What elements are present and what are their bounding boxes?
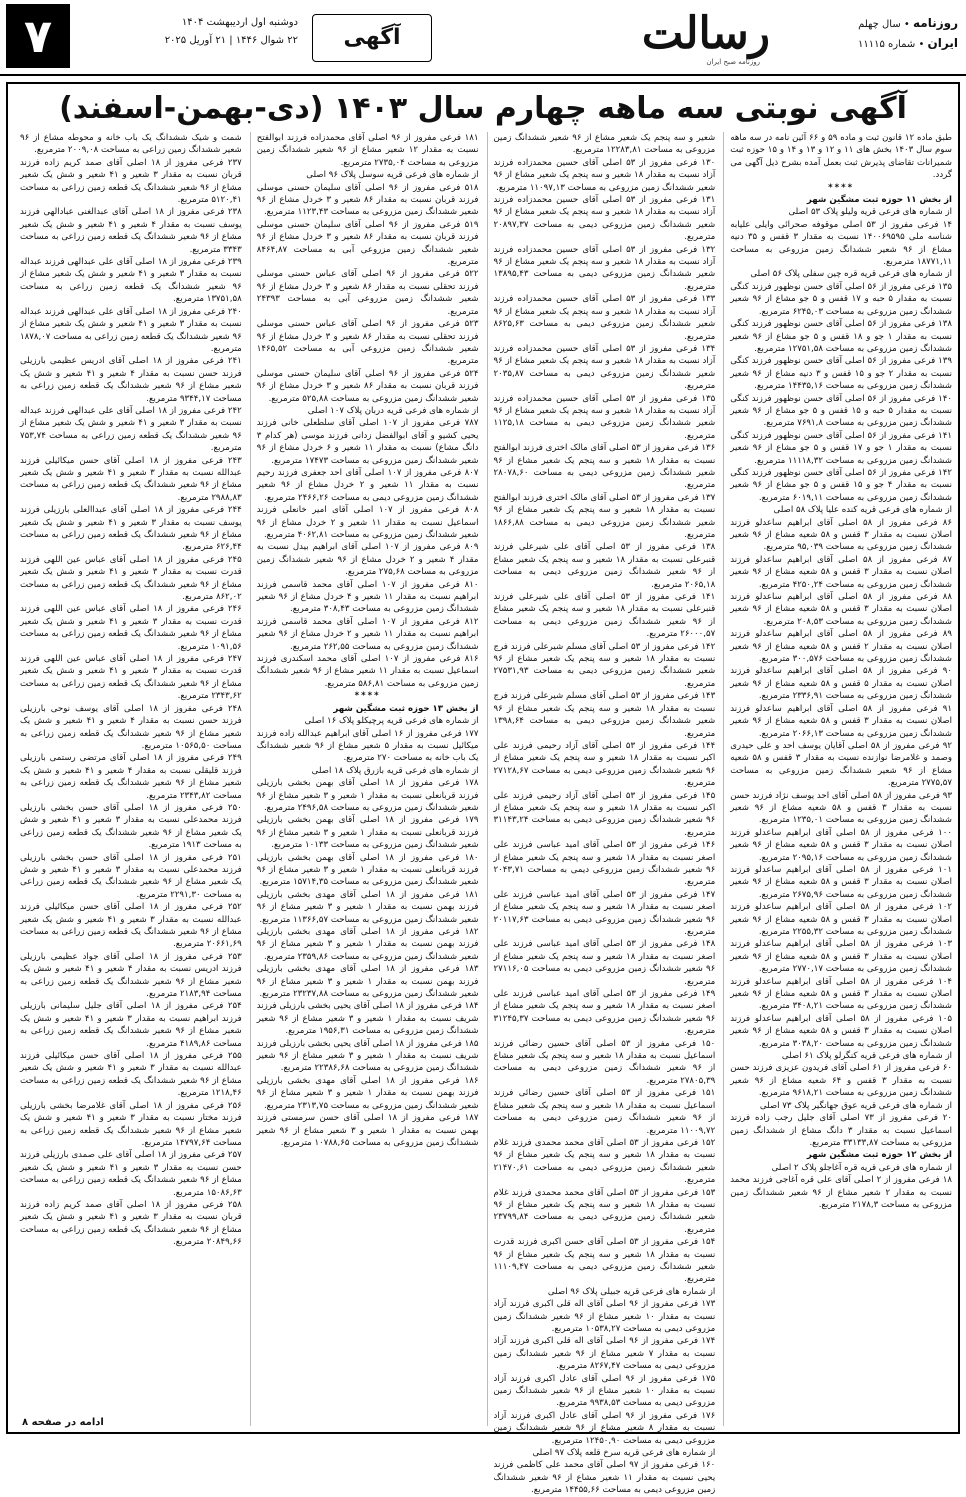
notice-entry: ۱۰۴ فرعی مفروز از ۵۸ اصلی آقای ابراهیم ساعدلو فرزند اصلان نسبت به مقدار ۳ قفس و ۵۸ شعیه مشاع از ۹۶ شعیر ششدانگ زمین مزروعی به مساحت ۳۴۰۸,۲۱ مترمربع.	[730, 976, 953, 1012]
section-heading: از بخش ۱۳ حوزه ثبت مشگین شهر	[333, 703, 479, 714]
notice-entry: ۱۴۷ فرعی مفروز از ۵۳ اصلی آقای امید عباسی فرزند علی اصغر نسبت به مقدار ۱۸ شعیر و سه پنجم یک شعیر مشاع از ۹۶ شعیر ششدانگ زمین مزروعی دیمی به مساحت ۲۰۱۱۷,۶۳ مترمربع.	[493, 889, 716, 937]
notice-entry: ۲۴۷ فرعی مفروز از ۱۸ اصلی آقای عباس عین اللهی فرزند قدرت نسبت به مقدار ۳ شعیر و ۴۱ شعیر و شش یک شعیر مشاع از ۹۶ شعیر ششدانگ یک قطعه زمین زراعی به مساحت ۲۳۴۳,۶۲ مترمربع.	[20, 654, 242, 702]
notice-entry: ۸۶ فرعی مفروز از ۵۸ اصلی آقای ابراهیم ساعدلو فرزند اصلان نسبت به مقدار ۳ قفس و ۵۸ شعیه مشاع از ۹۶ شعیر ششدانگ زمین مزروعی به مساحت ۹۵,۰۳۹ مترمربع.	[730, 517, 953, 553]
notice-entry: ۱۸۱ فرعی مفروز از ۹۶ اصلی آقای محمدزاده فرزند ابوالفتح نسبت به مقدار ۱۲ شعیر مشاع از ۹۶ شعیر ششدانگ زمین مزروعی به مساحت ۲۷۳۵,۰۴ مترمربع.	[256, 133, 479, 168]
notice-entry: ۱۳۶ فرعی مفروز از ۵۳ اصلی آقای مالک اختری فرزند ابوالفتح نسبت به مقدار ۱۸ شعیر و سه پنجم یک شعیر مشاع از ۹۶ شعیر ششدانگ زمین مزروعی دیمی به مساحت ۲۸۰۷۸,۶۰ مترمربع.	[493, 443, 716, 491]
notice-entry: ۱۳۴ فرعی مفروز از ۵۳ اصلی آقای حسین محمدزاده فرزند آزاد نسبت به مقدار ۱۸ شعیر و سه پنجم یک شعیر مشاع از ۹۶ شعیر ششدانگ زمین مزروعی دیمی به مساحت ۲۰۳۵,۸۷ مترمربع.	[493, 343, 716, 392]
notice-entry: ۱۸۵ فرعی مفروز از ۱۸ اصلی آقای یحیی بخشی بارزیلی فرزند شریف نسبت به مقدار ۱ شعیر و ۳ شعیر مشاع از ۹۶ شعیر ششدانگ زمین مزروعی به مساحت ۲۲۳۸۶,۶۸ مترمربع.	[256, 1038, 479, 1074]
notice-entry: ۱۶۰ فرعی مفروز از ۹۷ اصلی آقای محمد علی کاظمی فرزند یحیی نسبت به مقدار ۱۱ شعیر مشاع از ۹۶ شعیر ششدانگ زمین مزروعی دیمی به مساحت ۱۴۴۵۵,۶۶ مترمربع.	[493, 1460, 716, 1496]
notice-entry: ۸۷ فرعی مفروز از ۵۸ اصلی آقای ابراهیم ساعدلو فرزند اصلان نسبت به مقدار ۳ قفس و ۵۸ شعیه مشاع از ۹۶ شعیر ششدانگ زمین مزروعی به مساحت ۴۲۵۰,۲۴ مترمربع.	[730, 554, 953, 590]
notice-entry: ۵۱۹ فرعی مفروز از ۹۶ اصلی آقای سلیمان حسنی موسلی فرزند قربان نسبت به مقدار ۸۶ شعیر و ۳ خردل مشاع از ۹۶ شعیر ششدانگ زمین مزروعی آبی به مساحت ۸۴۶۴,۸۷ مترمربع.	[256, 219, 479, 268]
notice-entry: از شماره های فرعی قریه کنده علیا پلاک ۵۸ اصلی	[773, 505, 952, 516]
notice-entry: ۲۰ فرعی مفروز از ۷۳ اصلی آقای جلیل رجب زاده فرزند اسماعیل نسبت به مقدار ۳ دانگ مشاع از ششدانگ زمین مزروعی به مساحت ۳۳۱۳۳,۸۷ مترمربع.	[730, 1113, 953, 1148]
notice-entry: ۸۰۸ فرعی مفروز از ۱۰۷ اصلی آقای امیر خانعلی فرزند اسماعیل نسبت به مقدار ۱۱ شعیر و ۲ خردل مشاع از ۹۶ شعیر ششدانگ زمین مزروعی به مساحت ۴۰۶۲,۸۱ مترمربع.	[256, 505, 479, 540]
brand-label: روزنامه	[913, 16, 958, 30]
date-persian: دوشنبه اول اردیبهشت ۱۴۰۴	[181, 17, 298, 28]
notice-entry: ۲۵۸ فرعی مفروز از ۱۸ اصلی آقای صمد کریم زاده فرزند قربان نسبت به مقدار ۳ شعیر و ۴۱ شعیر و شش یک شعیر مشاع از ۹۶ شعیر ششدانگ یک قطعه زمین زراعی به مساحت ۲۰۸۴۹,۶۶ مترمربع.	[20, 1199, 242, 1248]
notice-entry: از شماره های فرعی قریه عوق جهانگیر پلاک ۷۳ اصلی	[759, 1100, 952, 1111]
notice-entry: ۲۴۶ فرعی مفروز از ۱۸ اصلی آقای عباس عین اللهی فرزند قدرت نسبت به مقدار ۳ شعیر و ۴۱ شعیر و شش یک شعیر مشاع از ۹۶ شعیر ششدانگ یک قطعه زمین زراعی به مساحت ۱۰۹۱,۵۶ مترمربع.	[20, 604, 242, 652]
notice-entry: ۹۱ فرعی مفروز از ۵۸ اصلی آقای ابراهیم ساعدلو فرزند اصلان نسبت به مقدار ۳ قفس و ۵۸ شعیه مشاع از ۹۶ شعیر ششدانگ زمین مزروعی به مساحت ۲۰۶۶,۱۳ مترمربع.	[730, 703, 953, 739]
notice-entry: از شماره های فرعی قریه دربان پلاک ۱۰۷ اصلی	[307, 405, 479, 416]
notice-entry: ۱۷۷ فرعی مفروز از ۱۶ اصلی آقای ابراهیم عبدالله زاده فرزند میکائیل نسبت به مقدار ۵ شعیر مشاع از ۹۶ شعیر ششدانگ یک باب خانه به مساحت ۲۷۰ مترمربع.	[256, 728, 479, 764]
notice-entry: ۷۸۷ فرعی مفروز از ۱۰۷ اصلی آقای سلطعلی خانی فرزند یحیی کشیو و آقای ابوالفضل زدانی فرزند موسی (هر کدام ۳ دانگ مشاع) نسبت به مقدار ۱۱ شعیر و ۶ خردل مشاع از ۹۶ شعیر ششدانگ زمین مزروعی به مساحت ۱۷۴۷۳ مترمربع.	[256, 418, 479, 466]
notice-entry: ۸۸ فرعی مفروز از ۵۸ اصلی آقای ابراهیم ساعدلو فرزند اصلان نسبت به مقدار ۳ قفس و ۵۸ شعیه مشاع از ۹۶ شعیر ششدانگ زمین مزروعی به مساحت ۲۰۸,۵۳ مترمربع.	[730, 592, 953, 627]
section-heading: از بخش ۱۱ حوزه ثبت مشگین شهر	[806, 195, 952, 206]
notice-entry: ۱۵۱ فرعی مفروز از ۵۳ اصلی آقای حسین رضائی فرزند اسماعیل نسبت به مقدار ۱۸ شعیر و سه پنجم یک شعیر مشاع از ۹۶ شعیر ششدانگ زمین مزروعی دیمی به مساحت ۱۱۰۰۹,۷۲ مترمربع.	[493, 1088, 716, 1136]
notice-entry: ۱۳۳ فرعی مفروز از ۵۳ اصلی آقای حسین محمدزاده فرزند آزاد نسبت به مقدار ۱۸ شعیر و سه پنجم یک شعیر مشاع از ۹۶ شعیر ششدانگ زمین مزروعی دیمی به مساحت ۸۶۲۵,۶۳ مترمربع.	[493, 294, 716, 342]
notice-entry: ۱۳۸ فرعی مفروز از ۵۳ اصلی آقای علی شیرعلی فرزند قنبرعلی نسبت به مقدار ۱۸ شعیر و سه پنجم یک شعیر مشاع از ۹۶ شعیر ششدانگ زمین مزروعی دیمی به مساحت ۲۰۶۵,۱۸ مترمربع.	[493, 542, 716, 590]
notice-column-1	[723, 132, 952, 1426]
notice-title: آگهی نوبتی سه ماهه چهارم سال ۱۴۰۳ (دی-بهمن-اسفند)	[59, 91, 907, 126]
notice-entry: ۲۵۳ فرعی مفروز از ۱۸ اصلی آقای جواد عظیمی بارزیلی فرزند ادریس نسبت به مقدار ۴ شعیر و ۴۱ شعیر و شش یک شعیر مشاع از ۹۶ شعیر ششدانگ یک قطعه زمین زراعی به مساحت ۲۱۸۳,۹۴ مترمربع.	[20, 951, 242, 1000]
notice-entry: ۱۸۴ فرعی مفروز از ۱۸ اصلی آقای یحیی بخشی بارزیلی فرزند شریف نسبت به مقدار ۱ شعیر و ۳ شعیر مشاع از ۹۶ شعیر ششدانگ زمین مزروعی به مساحت ۱۹۵۶,۳۱ مترمربع.	[256, 1001, 479, 1037]
notice-entry: ۲۴۹ فرعی مفروز از ۱۸ اصلی آقای مرتضی رستمی بارزیلی فرزند قلیقلی نسبت به مقدار ۴ شعیر و ۴۱ شعیر و شش یک شعیر مشاع از ۹۶ شعیر ششدانگ یک قطعه زمین زراعی به مساحت ۲۳۴۳,۸۲ مترمربع.	[20, 753, 242, 801]
notice-entry: ۱۸۲ فرعی مفروز از ۱۸ اصلی آقای مهدی بخشی بارزیلی فرزند بهمن نسبت به مقدار ۱ شعیر و ۳ شعیر مشاع از ۹۶ شعیر ششدانگ زمین مزروعی به مساحت ۲۳۵۹,۸۶ مترمربع.	[256, 927, 479, 962]
section-label: آگهی	[312, 14, 432, 62]
page-number: ۷	[6, 4, 70, 68]
notice-entry: ۹۳ فرعی مفروز از ۵۸ اصلی آقای احد یوسف نژاد فرزند حسن نسبت به مقدار ۳ قفس و ۵۸ شعیه مشاع از ۹۶ شعیر ششدانگ زمین مزروعی به مساحت ۱۲۳۵,۰۱ مترمربع.	[730, 790, 952, 826]
notice-entry: ۱۴۴ فرعی مفروز از ۵۳ اصلی آقای آزاد رحیمی فرزند علی اکبر نسبت به مقدار ۱۸ شعیر و سه پنجم یک شعیر مشاع از ۹۶ شعیر ششدانگ زمین مزروعی دیمی به مساحت ۲۷۱۲۸,۶۷ مترمربع.	[493, 740, 716, 789]
notice-column-3	[250, 132, 479, 1426]
notice-frame	[6, 82, 960, 1496]
notice-entry: ۲۴۱ فرعی مفروز از ۱۸ اصلی آقای ادریس عظیمی بارزیلی فرزند حسن نسبت به مقدار ۴ شعیر و ۴۱ شعیر و شش یک شعیر مشاع از ۹۶ شعیر ششدانگ یک قطعه زمین زراعی به مساحت ۹۳۴۴,۱۷ مترمربع.	[20, 356, 242, 404]
notice-entry: شعیر و سه پنجم یک شعیر مشاع از ۹۶ شعیر ششدانگ زمین مزروعی به مساحت ۱۲۲۸۳,۸۱ مترمربع.	[493, 133, 716, 156]
notice-entry: ۲۴۲ فرعی مفروز از ۱۸ اصلی آقای علی عبدالهی فرزند عبداله نسبت به مقدار ۳ شعیر و ۴۱ شعیر و شش یک شعیر مشاع از ۹۶ شعیر ششدانگ یک قطعه زمین زراعی به مساحت ۷۵۳,۷۴ مترمربع.	[20, 405, 242, 454]
notice-entry: از شماره های فرعی قریه قره چین سفلی پلاک ۵۶ اصلی	[750, 269, 952, 280]
notice-entry: ۱۸ فرعی مفروز از ۲ اصلی آقای علی قره آغاجی فرزند محمد نسبت به مقدار ۲ شعیر مشاع از ۹۶ شعیر ششدانگ زمین مزروعی به مساحت ۲۱۷۸,۳ مترمربع.	[730, 1175, 952, 1210]
notice-entry: ۲۴۵ فرعی مفروز از ۱۸ اصلی آقای عباس عین اللهی فرزند قدرت نسبت به مقدار ۳ شعیر و ۴۱ شعیر و شش یک شعیر مشاع از ۹۶ شعیر ششدانگ یک قطعه زمین زراعی به مساحت ۸۶۲,۰۲ مترمربع.	[20, 554, 242, 603]
notice-entry: ۱۵۴ فرعی مفروز از ۵۳ اصلی آقای حسن اکبری فرزند قدرت نسبت به مقدار ۱۸ شعیر و سه پنجم یک شعیر مشاع از ۹۶ شعیر ششدانگ زمین مزروعی دیمی به مساحت ۱۱۱۰۹,۴۷ مترمربع.	[493, 1237, 716, 1285]
notice-entry: ۲۵۵ فرعی مفروز از ۱۸ اصلی آقای حسن میکائیلی فرزند عبدالله نسبت به مقدار ۳ شعیر و ۴۱ شعیر و شش یک شعیر مشاع از ۹۶ شعیر ششدانگ یک قطعه زمین زراعی به مساحت ۱۲۱۸,۴۶ مترمربع.	[20, 1051, 242, 1099]
notice-column-2	[487, 132, 716, 1496]
notice-entry: ۱۷۳ فرعی مفروز از ۹۶ اصلی آقای اله قلی اکبری فرزند آزاد نسبت به مقدار ۱۰ شعیر مشاع از ۹۶ شعیر ششدانگ زمین مزروعی دیمی به مساحت ۱۰۵۳۸,۲۷ مترمربع.	[493, 1299, 716, 1334]
notice-entry: ۱۷۸ فرعی مفروز از ۱۸ اصلی آقای بهمن بخشی بارزیلی فرزند قربانعلی نسبت به مقدار ۱ شعیر و ۳ شعیر مشاع از ۹۶ شعیر ششدانگ زمین مزروعی به مساحت ۲۴۹۶,۵۸ مترمربع.	[256, 778, 479, 813]
notice-entry: ۱۰۱ فرعی مفروز از ۵۸ اصلی آقای ابراهیم ساعدلو فرزند اصلان نسبت به مقدار ۳ قفس و ۵۸ شعیه مشاع از ۹۶ شعیر ششدانگ زمین مزروعی به مساحت ۲۶۷۵,۹۶ مترمربع.	[730, 864, 953, 900]
notice-entry: ۱۳۷ فرعی مفروز از ۵۳ اصلی آقای مالک اختری فرزند ابوالفتح نسبت به مقدار ۱۸ شعیر و سه پنجم یک شعیر مشاع از ۹۶ شعیر ششدانگ زمین مزروعی دیمی به مساحت ۱۸۶۶,۸۸ مترمربع.	[493, 492, 716, 540]
notice-entry: ۱۰۰ فرعی مفروز از ۵۸ اصلی آقای ابراهیم ساعدلو فرزند اصلان نسبت به مقدار ۳ قفس و ۵۸ شعیه مشاع از ۹۶ شعیر ششدانگ زمین مزروعی به مساحت ۲۰۹۵,۱۶ مترمربع.	[730, 827, 953, 863]
notice-entry: ۵۲۲ فرعی مفروز از ۹۶ اصلی آقای عباس حسنی موسلی فرزند تحقلی نسبت به مقدار ۸۶ شعیر و ۳ خردل مشاع از ۹۶ شعیر ششدانگ زمین مزروعی آبی به مساحت ۲۴۳۹۳ مترمربع.	[256, 269, 479, 317]
notice-entry: از شماره های فرعی قریه ولیلو پلاک ۵۳ اصلی	[788, 207, 952, 218]
notice-entry: ۲۵۱ فرعی مفروز از ۱۸ اصلی آقای حسن بخشی بارزیلی فرزند محمدعلی نسبت به مقدار ۳ شعیر و ۴۱ شعیر و شش یک شعیر مشاع از ۹۶ شعیر ششدانگ یک قطعه زمین زراعی به مساحت ۲۲۹۱,۳۰ مترمربع.	[20, 852, 242, 900]
notice-entry: از شماره های فرعی قریه جبیلی پلاک ۹۶ اصلی	[547, 1286, 716, 1297]
notice-entry: از شماره های فرعی قریه کنگرلو پلاک ۶۱ اصلی	[781, 1051, 952, 1062]
notice-entry: از شماره های فرعی قریه سوسل پلاک ۹۶ اصلی	[306, 170, 479, 181]
date-block	[78, 14, 298, 50]
notice-entry: ۲۵۷ فرعی مفروز از ۱۸ اصلی آقای علی صمدی بارزیلی فرزند حسن نسبت به مقدار ۳ شعیر و ۴۱ شعیر و شش یک شعیر مشاع از ۹۶ شعیر ششدانگ یک قطعه زمین زراعی به مساحت ۱۵۰۸۶,۶۳ مترمربع.	[20, 1150, 242, 1198]
notice-entry: ۱۴۶ فرعی مفروز از ۵۳ اصلی آقای امید عباسی فرزند علی اصغر نسبت به مقدار ۱۸ شعیر و سه پنجم یک شعیر مشاع از ۹۶ شعیر ششدانگ زمین مزروعی دیمی به مساحت ۲۰۴۳,۷۱ مترمربع.	[493, 840, 716, 888]
notice-entry: ۱۳۰ فرعی مفروز از ۵۳ اصلی آقای حسین محمدزاده فرزند آزاد نسبت به مقدار ۱۸ شعیر و سه پنجم یک شعیر مشاع از ۹۶ شعیر ششدانگ زمین مزروعی به مساحت ۱۱۰۹۷,۱۳ مترمربع.	[493, 157, 716, 193]
continue-note: ادامه در صفحه ۸	[18, 1417, 108, 1428]
notice-entry: ۱۵۲ فرعی مفروز از ۵۳ اصلی آقای محمد محمدی فرزند غلام نسبت به مقدار ۱۸ شعیر و سه پنجم یک شعیر مشاع از ۹۶ شعیر ششدانگ زمین مزروعی دیمی به مساحت ۲۱۴۷۰,۶۱ مترمربع.	[493, 1137, 716, 1186]
notice-entry: ۱۴۳ فرعی مفروز از ۵۳ اصلی آقای مسلم شیرعلی فرزند فرج نسبت به مقدار ۱۸ شعیر و سه پنجم یک شعیر مشاع از ۹۶ شعیر ششدانگ زمین مزروعی دیمی به مساحت ۱۳۹۸,۶۴ مترمربع.	[493, 691, 716, 739]
newspaper-logo	[600, 8, 770, 66]
issue-meta: روزنامه • سال چهلم ایران • شماره ۱۱۱۱۵	[857, 16, 958, 50]
masthead	[0, 0, 966, 76]
notice-entry: ۲۳۹ فرعی مفروز از ۱۸ اصلی آقای علی عبدالهی فرزند عبداله نسبت به مقدار ۳ شعیر و ۴۱ شعیر و شش یک شعیر مشاع از ۹۶ شعیر ششدانگ یک قطعه زمین زراعی به مساحت ۱۳۷۵۱,۵۸ مترمربع.	[20, 257, 242, 305]
notice-entry: ۱۳۸ فرعی مفروز از ۵۶ اصلی آقای حسن نوظهور فرزند کنگی نسبت به مقدار ۱ جو و ۱۸ قفس و ۵ جو مشاع از ۹۶ شعیر ششدانگ زمین مزروعی به مساحت ۱۲۷۵۱,۵۸ مترمربع.	[730, 319, 952, 354]
notice-entry: ۶۰ فرعی مفروز از ۶۱ اصلی آقای فریدون عزیزی فرزند حسن نسبت به مقدار ۳ قفس و ۶۴ شعیه مشاع از ۹۶ شعیر ششدانگ زمین مزروعی به مساحت ۹۶۱۸,۲۱ مترمربع.	[730, 1063, 952, 1099]
notice-entry: ۱۴۰ فرعی مفروز از ۵۶ اصلی آقای حسن نوظهور فرزند کنگی نسبت به مقدار ۵ حبه و ۱۵ قفس و ۵ جو مشاع از ۹۶ شعیر ششدانگ زمین مزروعی به مساحت ۷۶۹۱,۸ مترمربع.	[730, 393, 952, 429]
notice-entry: ۲۴۰ فرعی مفروز از ۱۸ اصلی آقای علی عبدالهی فرزند عبداله نسبت به مقدار ۳ شعیر و ۴۱ شعیر و شش یک شعیر مشاع از ۹۶ شعیر ششدانگ یک قطعه زمین زراعی به مساحت ۱۸۷۸,۰۷ مترمربع.	[20, 306, 242, 354]
notice-entry: ۱۵۰ فرعی مفروز از ۵۳ اصلی آقای حسین رضائی فرزند اسماعیل نسبت به مقدار ۱۸ شعیر و سه پنجم یک شعیر مشاع از ۹۶ شعیر ششدانگ زمین مزروعی دیمی به مساحت ۲۷۸۰۵,۳۹ مترمربع.	[493, 1038, 716, 1086]
logo-tagline: روزنامه صبح ایران	[706, 58, 760, 66]
notice-entry: ۲۵۴ فرعی مفروز از ۱۸ اصلی آقای جلیل سلیمانی بارزیلی فرزند ابراهیم نسبت به مقدار ۳ شعیر و ۴۱ شعیر و شش یک شعیر مشاع از ۹۶ شعیر ششدانگ یک قطعه زمین زراعی به مساحت ۴۱۸۹,۸۶ مترمربع.	[20, 1001, 242, 1049]
notice-entry: ۸۰۹ فرعی مفروز از ۱۰۷ اصلی آقای ابراهیم بیدل نسبت به مقدار ۴ شعیر و ۲ خردل مشاع از ۹۶ شعیر ششدانگ زمین مزروعی به مساحت ۲۷۵,۶۸ مترمربع.	[256, 542, 479, 578]
notice-entry: ۲۴۸ فرعی مفروز از ۱۸ اصلی آقای یوسف نوحی بارزیلی فرزند حسن نسبت به مقدار ۴ شعیر و ۴۱ شعیر و شش یک شعیر مشاع از ۹۶ شعیر ششدانگ یک قطعه زمین زراعی به مساحت ۱۰۵۶۵,۵۰ مترمربع.	[20, 703, 242, 751]
notice-entry: ۱۸۰ فرعی مفروز از ۱۸ اصلی آقای بهمن بخشی بارزیلی فرزند قربانعلی نسبت به مقدار ۱ شعیر و ۳ شعیر مشاع از ۹۶ شعیر ششدانگ زمین مزروعی به مساحت ۱۵۷۱۴,۳۵ مترمربع.	[256, 852, 479, 888]
notice-entry: ۵۲۳ فرعی مفروز از ۹۶ اصلی آقای عباس حسنی موسلی فرزند تحقلی نسبت به مقدار ۸۶ شعیر و ۳ خردل مشاع از ۹۶ شعیر ششدانگ زمین مزروعی آبی به مساحت ۱۴۶۵,۵۲ مترمربع.	[256, 319, 479, 367]
notice-entry: ۱۴۱ فرعی مفروز از ۵۳ اصلی آقای علی شیرعلی فرزند قنبرعلی نسبت به مقدار ۱۸ شعیر و سه پنجم یک شعیر مشاع از ۹۶ شعیر ششدانگ زمین مزروعی دیمی به مساحت ۲۶۰۰۰,۵۷ مترمربع.	[493, 592, 716, 640]
notice-entry: ۱۸۶ فرعی مفروز از ۱۸ اصلی آقای مهدی بخشی بارزیلی فرزند بهمن نسبت به مقدار ۱ شعیر و ۳ شعیر مشاع از ۹۶ شعیر ششدانگ زمین مزروعی به مساحت ۲۳۱۳,۷۵ مترمربع.	[256, 1075, 479, 1111]
notice-entry: ۱۸۱ فرعی مفروز از ۱۸ اصلی آقای مهدی بخشی بارزیلی فرزند بهمن نسبت به مقدار ۱ شعیر و ۳ شعیر مشاع از ۹۶ شعیر ششدانگ زمین مزروعی به مساحت ۱۱۳۶۶,۵۷ مترمربع.	[256, 889, 479, 925]
notice-entry: ۱۷۴ فرعی مفروز از ۹۶ اصلی آقای اله قلی اکبری فرزند آزاد نسبت به مقدار ۷ شعیر مشاع از ۹۶ شعیر ششدانگ زمین مزروعی دیمی به مساحت ۸۲۶۷,۴۷ مترمربع.	[493, 1336, 716, 1372]
notice-entry: ۲۵۲ فرعی مفروز از ۱۸ اصلی آقای حسن میکائیلی فرزند عبدالله نسبت به مقدار ۳ شعیر و ۴۱ شعیر و شش یک شعیر مشاع از ۹۶ شعیر ششدانگ یک قطعه زمین زراعی به مساحت ۲۰۶۶۱,۶۹ مترمربع.	[20, 902, 242, 950]
notice-entry: از شماره های فرعی قریه بازرق پلاک ۱۸ اصلی	[311, 765, 479, 776]
notice-entry: ۱۰۳ فرعی مفروز از ۵۸ اصلی آقای ابراهیم ساعدلو فرزند اصلان نسبت به مقدار ۳ قفس و ۵۸ شعیه مشاع از ۹۶ شعیر ششدانگ زمین مزروعی به مساحت ۲۷۷۰,۱۷ مترمربع.	[730, 939, 953, 975]
notice-entry: ۱۳۵ فرعی مفروز از ۵۳ اصلی آقای حسین محمدزاده فرزند آزاد نسبت به مقدار ۱۸ شعیر و سه پنجم یک شعیر مشاع از ۹۶ شعیر ششدانگ زمین مزروعی دیمی به مساحت ۱۱۲۵,۱۸ مترمربع.	[493, 393, 716, 441]
notice-entry: ۲۵۶ فرعی مفروز از ۱۸ اصلی آقای غلامرضا بخشی بارزیلی فرزند مختار نسبت به مقدار ۳ شعیر و ۴۱ شعیر و شش یک شعیر مشاع از ۹۶ شعیر ششدانگ یک قطعه زمین زراعی به مساحت ۱۴۷۹۷,۶۴ مترمربع.	[20, 1100, 242, 1148]
notice-entry: ۱۴۸ فرعی مفروز از ۵۳ اصلی آقای امید عباسی فرزند علی اصغر نسبت به مقدار ۱۸ شعیر و سه پنجم یک شعیر مشاع از ۹۶ شعیر ششدانگ زمین مزروعی دیمی به مساحت ۲۷۱۱۶,۰۵ مترمربع.	[493, 939, 716, 987]
notice-entry: ۱۷۶ فرعی مفروز از ۹۶ اصلی آقای عادل اکبری فرزند آزاد نسبت به مقدار ۸ شعیر مشاع از ۹۶ شعیر ششدانگ زمین مزروعی دیمی به مساحت ۱۲۴۵۰,۹۰ مترمربع.	[493, 1410, 716, 1446]
brand-sub: ایران	[927, 36, 958, 50]
notice-entry: ۱۵۳ فرعی مفروز از ۵۳ اصلی آقای محمد محمدی فرزند غلام نسبت به مقدار ۱۸ شعیر و سه پنجم یک شعیر مشاع از ۹۶ شعیر ششدانگ زمین مزروعی دیمی به مساحت ۲۳۷۹۹,۸۴ مترمربع.	[493, 1187, 716, 1235]
notice-entry: ۱۳۱ فرعی مفروز از ۵۳ اصلی آقای حسین محمدزاده فرزند آزاد نسبت به مقدار ۱۸ شعیر و سه پنجم یک شعیر مشاع از ۹۶ شعیر ششدانگ زمین مزروعی دیمی به مساحت ۲۰۸۹۷,۳۷ مترمربع.	[493, 195, 716, 243]
notice-entry: ۱۰۲ فرعی مفروز از ۵۸ اصلی آقای ابراهیم ساعدلو فرزند اصلان نسبت به مقدار ۳ قفس و ۵۸ شعیه مشاع از ۹۶ شعیر ششدانگ زمین مزروعی به مساحت ۲۲۵۵,۳۲ مترمربع.	[730, 902, 953, 937]
notice-entry: ۹۰ فرعی مفروز از ۵۸ اصلی آقای ابراهیم ساعدلو فرزند اصلان نسبت به مقدار ۵ قفس و ۵۸ شعیه مشاع از ۹۶ شعیر ششدانگ زمین مزروعی به مساحت ۲۳۳۶,۹۱ مترمربع.	[730, 666, 953, 702]
notice-columns	[14, 132, 953, 1496]
notice-entry: شمت و شیک ششدانگ یک باب خانه و محوطه مشاع از ۹۶ شعیر ششدانگ زمین زراعی به مساحت ۲۰۰۹,۰۸ مترمربع.	[20, 133, 242, 156]
notice-entry: ۱۳۹ فرعی مفروز از ۵۶ اصلی آقای حسن نوظهور فرزند کنگی نسبت به مقدار ۲ جو و ۱۵ قفس و ۳ دنیه مشاع از ۹۶ شعیر ششدانگ زمین مزروعی به مساحت ۱۴۴۳۵,۱۶ مترمربع.	[730, 356, 952, 392]
notice-entry: طبق ماده ۱۲ قانون ثبت و ماده ۵۹ و ۶۶ آئین نامه در سه ماهه سوم سال ۱۴۰۳ بخش های ۱۱ و ۱۲ و ۱۳ و ۱۴ و ۱۵ حوزه ثبت شمیرانات تقاضای پذیرش ثبت بعمل آمده بشرح ذیل آگهی می گردد.	[730, 133, 952, 181]
notice-entry: ۱۸۳ فرعی مفروز از ۱۸ اصلی آقای مهدی بخشی بارزیلی فرزند بهمن نسبت به مقدار ۱ شعیر و ۳ شعیر مشاع از ۹۶ شعیر ششدانگ زمین مزروعی به مساحت ۲۳۲۳۷,۸۸ مترمربع.	[256, 964, 479, 1000]
section-heading: از بخش ۱۲ حوزه ثبت مشگین شهر	[806, 1150, 952, 1161]
notice-column-4	[14, 132, 242, 1426]
notice-entry: از شماره های فرعی قریه پرچیکلو پلاک ۱۶ اصلی	[304, 716, 479, 727]
notice-entry: ۲۵۰ فرعی مفروز از ۱۸ اصلی آقای حسن بخشی بارزیلی فرزند محمدعلی نسبت به مقدار ۳ شعیر و ۴۱ شعیر و شش یک شعیر مشاع از ۹۶ شعیر ششدانگ یک قطعه زمین زراعی به مساحت ۱۹۱۳ مترمربع.	[20, 802, 242, 851]
notice-entry: ۱۷۵ فرعی مفروز از ۹۶ اصلی آقای عادل اکبری فرزند آزاد نسبت به مقدار ۱۰ شعیر مشاع از ۹۶ شعیر ششدانگ زمین مزروعی دیمی به مساحت ۹۹۳۸,۵۳ مترمربع.	[493, 1373, 716, 1409]
notice-entry: ۵۲۴ فرعی مفروز از ۹۶ اصلی آقای سلیمان حسنی موسلی فرزند قربان نسبت به مقدار ۸۶ شعیر و ۳ خردل مشاع از ۹۶ شعیر ششدانگ زمین مزروعی به مساحت ۵۲۵,۸۸ مترمربع.	[256, 368, 479, 404]
notice-entry: ۵۱۸ فرعی مفروز از ۹۶ اصلی آقای سلیمان حسنی موسلی فرزند قربان نسبت به مقدار ۸۶ شعیر و ۳ خردل مشاع از ۹۶ شعیر ششدانگ زمین مزروعی به مساحت ۱۱۲۳,۴۳ مترمربع.	[256, 182, 479, 218]
notice-entry: ۲۴۴ فرعی مفروز از ۱۸ اصلی آقای عبداالعلی بارزیلی فرزند یوسف نسبت به مقدار ۳ شعیر و ۴۱ شعیر و شش یک شعیر مشاع از ۹۶ شعیر ششدانگ یک قطعه زمین زراعی به مساحت ۶۲۶,۴۴ مترمربع.	[20, 505, 242, 553]
notice-entry: ۱۰۵ فرعی مفروز از ۵۸ اصلی آقای ابراهیم ساعدلو فرزند اصلان نسبت به مقدار ۳ قفس و ۵۸ شعیه مشاع از ۹۶ شعیر ششدانگ زمین مزروعی به مساحت ۳۰۳۸,۲۰ مترمربع.	[730, 1013, 953, 1049]
notice-entry: ۱۴ فرعی مفروز از ۵۳ اصلی موقوفه صحرائی وایلی علیابه شناسه ملی ۱۴۰۰۶۹۵۹۵ نسبت به مقدار ۳ قفس و ۳۵ دنیه مشاع از ۹۶ شعیر ششدانگ زمین مزروعی به مساحت ۱۸۷۷۱,۱۱ مترمربع.	[730, 219, 953, 268]
notice-entry: ۸۰۷ فرعی مفروز از ۱۰۷ اصلی آقای احد جعفری فرزند رحیم نسبت به مقدار ۱۱ شعیر و ۲ خردل مشاع از ۹۶ شعیر ششدانگ زمین مزروعی دیمی به مساحت ۲۴۶۶,۲۶ مترمربع.	[256, 467, 479, 503]
notice-entry: ۸۱۰ فرعی مفروز از ۱۰۷ اصلی آقای محمد قاسمی فرزند ابراهیم نسبت به مقدار ۱۱ شعیر و ۴ خردل مشاع از ۹۶ شعیر ششدانگ زمین مزروعی به مساحت ۳۰۸,۴۳ مترمربع.	[256, 579, 479, 615]
notice-entry: ۲۳۷ فرعی مفروز از ۱۸ اصلی آقای صمد کریم زاده فرزند قربان نسبت به مقدار ۳ شعیر و ۴۱ شعیر و شش یک شعیر مشاع از ۹۶ شعیر ششدانگ یک قطعه زمین زراعی به مساحت ۵۱۲۰,۴۱ مترمربع.	[20, 157, 242, 206]
notice-entry: از شماره های فرعی قریه سرخ قلعه پلاک ۹۷ اصلی	[532, 1448, 716, 1459]
separator: ****	[828, 182, 855, 193]
notice-entry: ۱۷۹ فرعی مفروز از ۱۸ اصلی آقای بهمن بخشی بارزیلی فرزند قربانعلی نسبت به مقدار ۱ شعیر و ۳ شعیر مشاع از ۹۶ شعیر ششدانگ زمین مزروعی به مساحت ۱۰۱۳۳ مترمربع.	[256, 815, 479, 851]
notice-entry: ۱۴۲ فرعی مفروز از ۵۳ اصلی آقای مسلم شیرعلی فرزند فرج نسبت به مقدار ۱۸ شعیر و سه پنجم یک شعیر مشاع از ۹۶ شعیر ششدانگ زمین مزروعی دیمی به مساحت ۲۷۵۳۱,۹۳ مترمربع.	[493, 641, 716, 689]
notice-entry: ۱۸۷ فرعی مفروز از ۱۸ اصلی آقای حسن سرمستی فرزند بهمن نسبت به مقدار ۱ شعیر و ۳ شعیر مشاع از ۹۶ شعیر ششدانگ زمین مزروعی به مساحت ۱۰۷۸۸,۶۵ مترمربع.	[256, 1113, 479, 1148]
notice-entry: ۱۴۵ فرعی مفروز از ۵۳ اصلی آقای آزاد رحیمی فرزند علی اکبر نسبت به مقدار ۱۸ شعیر و سه پنجم یک شعیر مشاع از ۹۶ شعیر ششدانگ زمین مزروعی دیمی به مساحت ۳۱۱۴۳,۲۴ مترمربع.	[493, 790, 716, 838]
notice-entry: ۱۴۱ فرعی مفروز از ۵۶ اصلی آقای حسن نوظهور فرزند کنگی نسبت به مقدار ۱ جو و ۱۷ قفس و ۵ جو مشاع از ۹۶ شعیر ششدانگ زمین مزروعی به مساحت ۱۱۱۱۸,۳۲ مترمربع.	[730, 430, 952, 466]
notice-entry: ۲۴۳ فرعی مفروز از ۱۸ اصلی آقای حسن میکائیلی فرزند عبدالله نسبت به مقدار ۳ شعیر و ۴۱ شعیر و شش یک شعیر مشاع از ۹۶ شعیر ششدانگ یک قطعه زمین زراعی به مساحت ۲۹۸۸,۸۳ مترمربع.	[20, 455, 242, 503]
notice-entry: ۲۳۸ فرعی مفروز از ۱۸ اصلی آقای عبدالغنی عبادالهی فرزند یوسف نسبت به مقدار ۴ شعیر و ۴۱ شعیر و شش یک شعیر مشاع از ۹۶ شعیر ششدانگ یک قطعه زمین زراعی به مساحت ۳۳۴۳ مترمربع.	[20, 207, 242, 255]
issue-line: شماره ۱۱۱۱۵	[857, 39, 916, 50]
notice-entry: ۱۴۲ فرعی مفروز از ۵۶ اصلی آقای حسن نوظهور فرزند کنگی نسبت به مقدار ۴ جو و ۱۵ قفس و ۵ جو مشاع از ۹۶ شعیر ششدانگ زمین مزروعی به مساحت ۶۰۱۹,۱۱ مترمربع.	[730, 467, 952, 503]
logo-text: رسالت	[641, 8, 770, 59]
notice-entry: ۹۲ فرعی مفروز از ۵۸ اصلی آقایان یوسف احد و علی حیدری وصمد و غلامرضا نوازنده نسبت به مقدار ۳ قفس و ۵۸ شعیه مشاع از ۹۶ شعیر ششدانگ زمین مزروعی به مساحت ۲۷۷۵,۵۷ مترمربع.	[730, 740, 952, 789]
separator: ****	[354, 691, 381, 702]
notice-entry: ۱۳۵ فرعی مفروز از ۵۶ اصلی آقای حسن نوظهور فرزند کنگی نسبت به مقدار ۵ حبه و ۱۷ قفس و ۵ جو مشاع از ۹۶ شعیر ششدانگ زمین مزروعی به مساحت ۶۲۴۵,۰۳ مترمربع.	[730, 281, 952, 317]
notice-entry: ۱۳۲ فرعی مفروز از ۵۳ اصلی آقای حسین محمدزاده فرزند آزاد نسبت به مقدار ۱۸ شعیر و سه پنجم یک شعیر مشاع از ۹۶ شعیر ششدانگ زمین مزروعی دیمی به مساحت ۱۳۸۹۵,۴۳ مترمربع.	[493, 244, 716, 292]
year-line: سال چهلم	[858, 19, 901, 30]
notice-entry: ۸۱۲ فرعی مفروز از ۱۰۷ اصلی آقای محمد قاسمی فرزند ابراهیم نسبت به مقدار ۱۱ شعیر و ۲ خردل مشاع از ۹۶ شعیر ششدانگ زمین مزروعی به مساحت ۲۶۲,۵۵ مترمربع.	[256, 616, 479, 652]
date-hijri-gregorian: ۲۲ شوال ۱۴۴۶ | ۲۱ آوریل ۲۰۲۵	[164, 35, 298, 46]
notice-entry: ۱۴۹ فرعی مفروز از ۵۳ اصلی آقای امید عباسی فرزند علی اصغر نسبت به مقدار ۱۸ شعیر و سه پنجم یک شعیر مشاع از ۹۶ شعیر ششدانگ زمین مزروعی دیمی به مساحت ۳۱۲۴۵,۳۷ مترمربع.	[493, 989, 716, 1037]
notice-entry: ۸۹ فرعی مفروز از ۵۸ اصلی آقای ابراهیم ساعدلو فرزند اصلان نسبت به مقدار ۲ قفس و ۵۸ شعیه مشاع از ۹۶ شعیر ششدانگ زمین مزروعی به مساحت ۳۰۰,۵۷۶ مترمربع.	[730, 629, 953, 665]
notice-entry: از شماره های فرعی قریه قره آغاجلو پلاک ۲ اصلی	[771, 1162, 952, 1173]
notice-entry: ۸۱۶ فرعی مفروز از ۱۰۷ اصلی آقای محمد اسکندری فرزند اسماعیل نسبت به مقدار ۱۱ شعیر مشاع از ۹۶ شعیر ششدانگ زمین مزروعی به مساحت ۵۸۶,۸۱ مترمربع.	[256, 654, 479, 689]
